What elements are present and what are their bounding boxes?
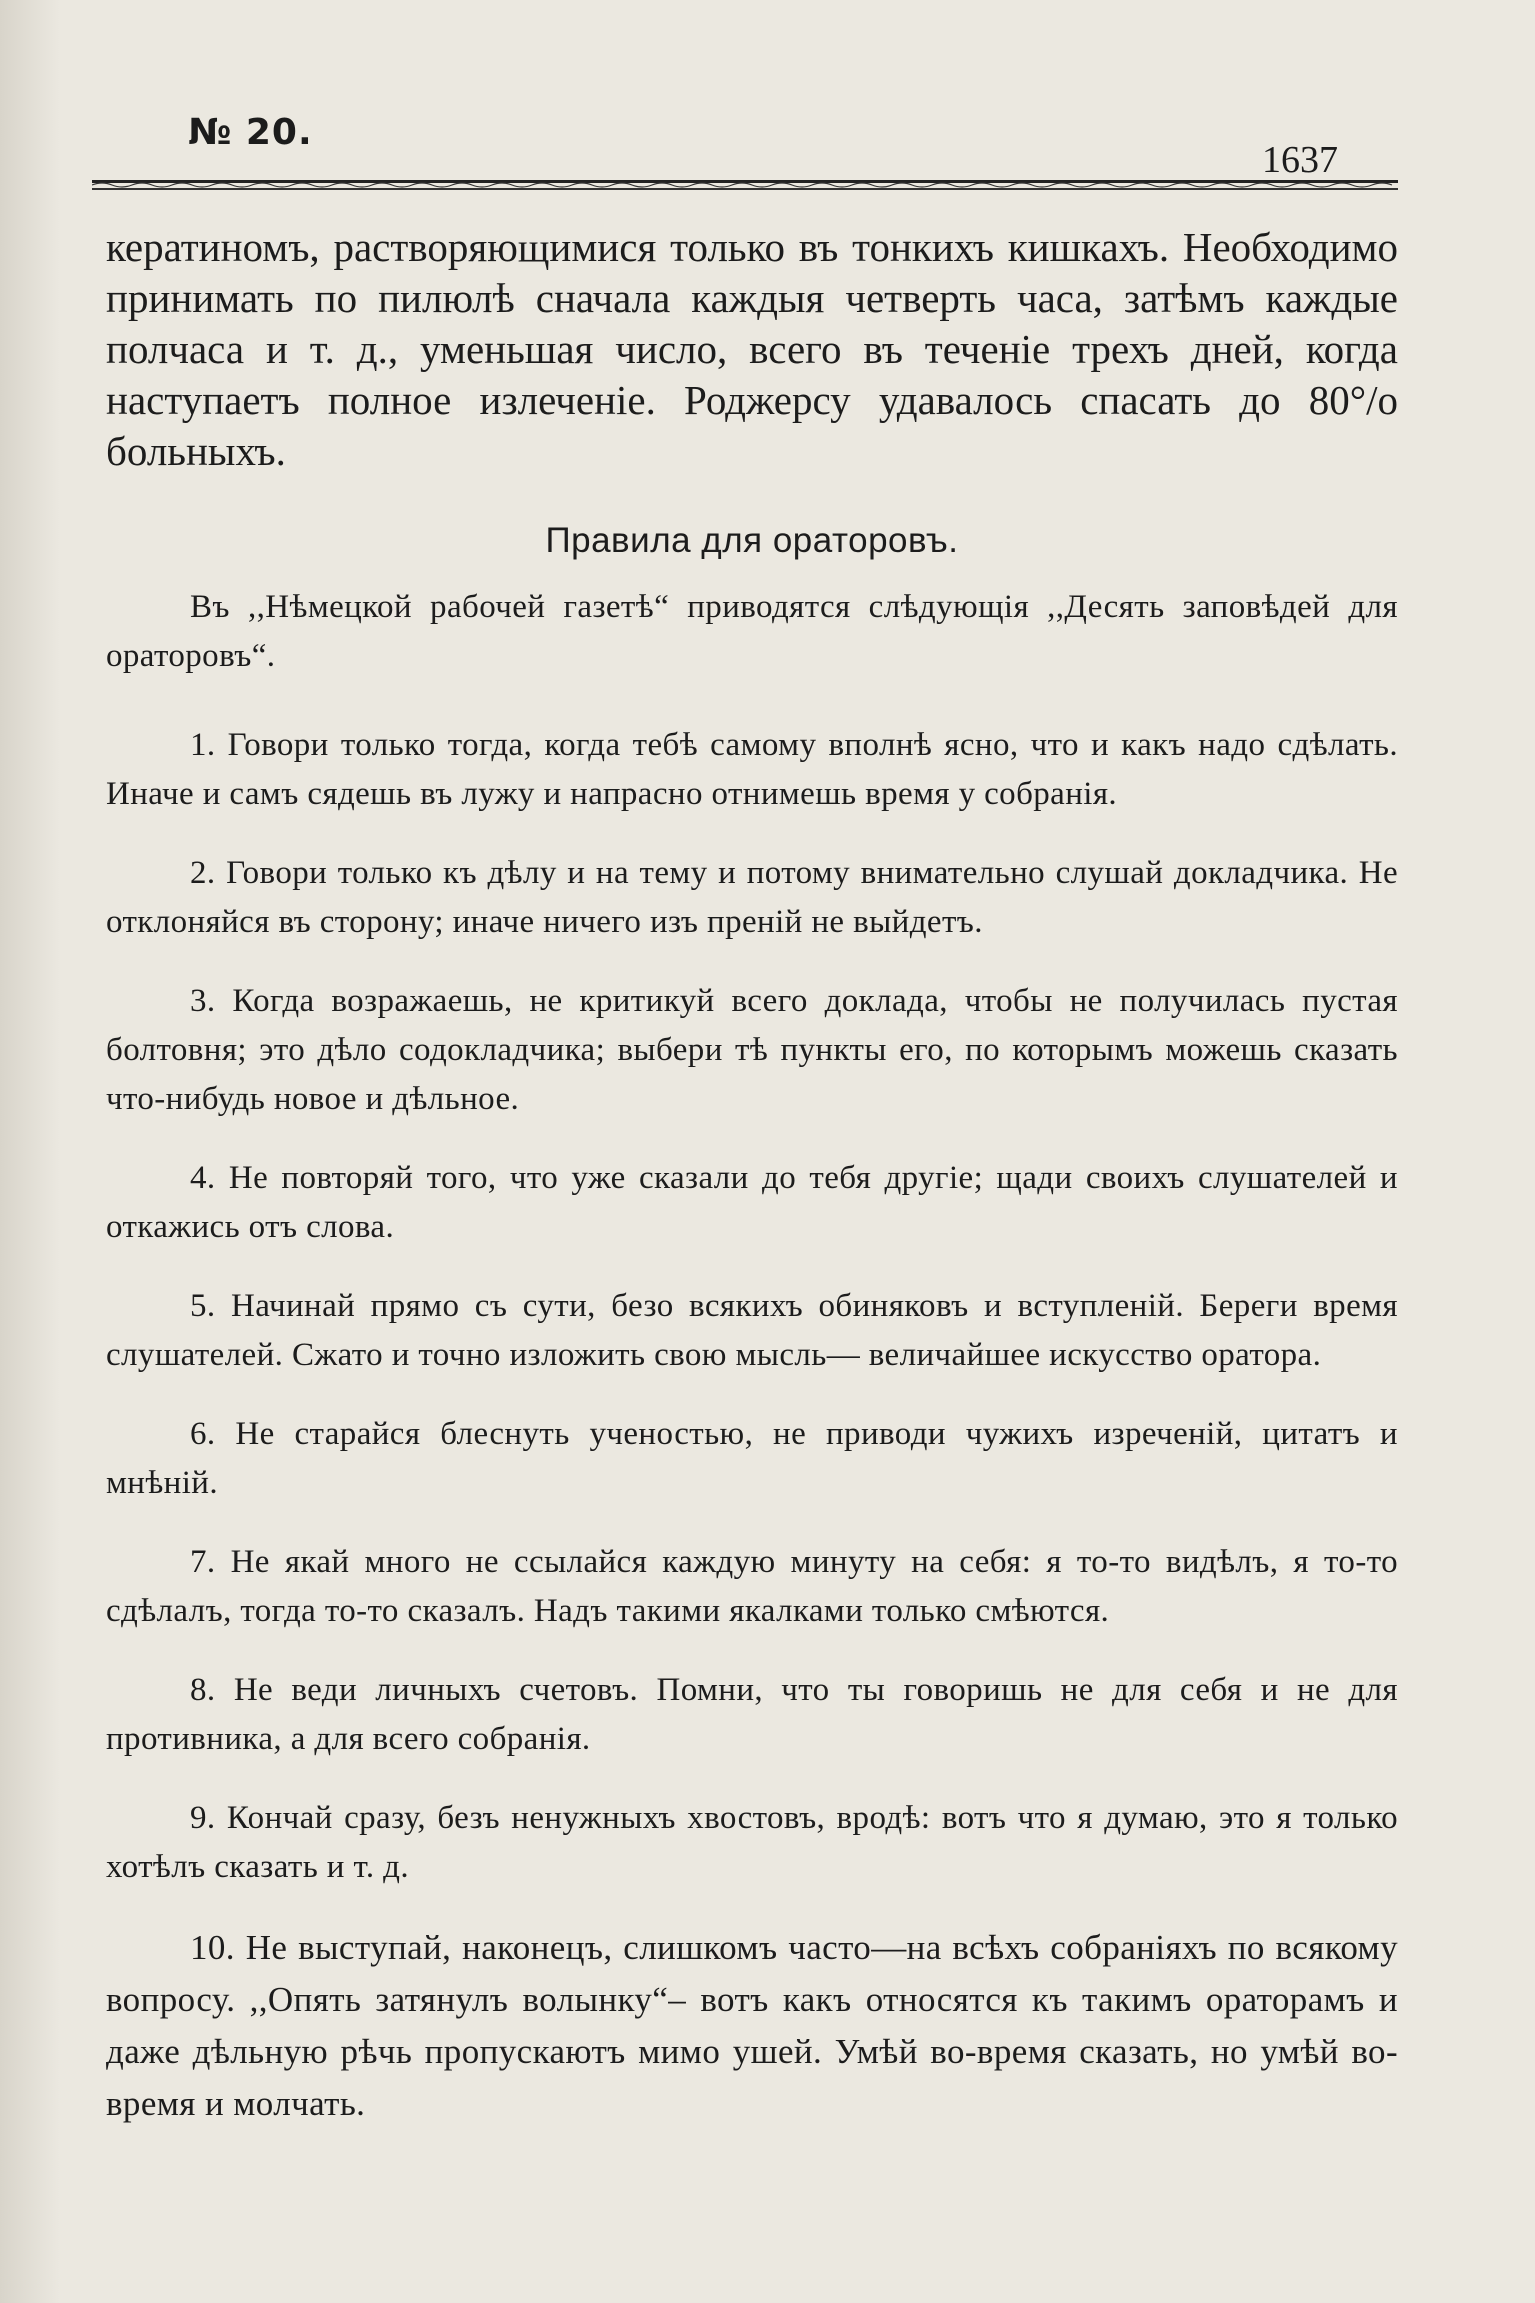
issue-number: № 20. [188,112,313,153]
article-body [106,222,1398,2160]
rule-item-2: 2. Говори только къ дѣлу и на тему и потому внимательно слушай докладчика. Не отклоняйся въ сторону; иначе ничего изъ преній не выйдетъ. [106,855,1398,940]
rule-item-3: 3. Когда возражаешь, не критикуй всего доклада, чтобы не получилась пустая болтовня; это дѣло содокладчика; выбери тѣ пункты его, по которымъ можешь сказать что-нибудь новое и дѣльное. [106,983,1398,1117]
rule-item-4: 4. Не повторяй того, что уже сказали до тебя другіе; щади своихъ слушателей и откажись отъ слова. [106,1160,1398,1245]
intro-paragraph: Въ ,,Нѣмецкой рабочей газетѣ“ приводятся слѣдующія ,,Десять заповѣдей для ораторовъ“. [106,589,1398,674]
rule-item-6: 6. Не старайся блеснуть ученостью, не приводи чужихъ изреченій, цитатъ и мнѣній. [106,1416,1398,1501]
rule-item-8: 8. Не веди личныхъ счетовъ. Помни, что ты говоришь не для себя и не для противника, а для всего собранія. [106,1672,1398,1757]
page-number: 1637 [1262,139,1338,181]
section-title: Правила для ораторовъ. [545,521,959,560]
rule-item-7: 7. Не якай много не ссылайся каждую минуту на себя: я то-то видѣлъ, я то-то сдѣлалъ, тогда то-то сказалъ. Надъ такими якалками только смѣются. [106,1544,1398,1629]
header-rule-bottom [92,188,1398,190]
page-gutter-shadow [0,0,60,2303]
rule-item-5: 5. Начинай прямо съ сути, безо всякихъ обиняковъ и вступленій. Береги время слушателей. Сжато и точно изложить свою мысль— величайшее искусство оратора. [106,1288,1398,1373]
continuation-paragraph: кератиномъ, растворяющимися только въ тонкихъ кишкахъ. Необходимо принимать по пилюлѣ сначала каждыя четверть часа, затѣмъ каждые полчаса и т. д., уменьшая число, всего въ теченіе трехъ дней, когда наступаетъ полное излеченіе. Роджерсу удавалось спасать до 80°/о больныхъ. [106,224,1398,474]
rule-item-1: 1. Говори только тогда, когда тебѣ самому вполнѣ ясно, что и какъ надо сдѣлать. Иначе и самъ сядешь въ лужу и напрасно отнимешь время у собранія. [106,727,1398,812]
rule-item-10: 10. Не выступай, наконецъ, слишкомъ часто—на всѣхъ собраніяхъ по всякому вопросу. ,,Опять затянулъ волынку“– вотъ какъ относятся къ такимъ ораторамъ и даже дѣльную рѣчь пропускаютъ мимо ушей. Умѣй во-время сказать, но умѣй во-время и молчать. [106,1928,1398,2123]
rule-item-9: 9. Кончай сразу, безъ ненужныхъ хвостовъ, вродѣ: вотъ что я думаю, это я только хотѣлъ сказать и т. д. [106,1800,1398,1885]
